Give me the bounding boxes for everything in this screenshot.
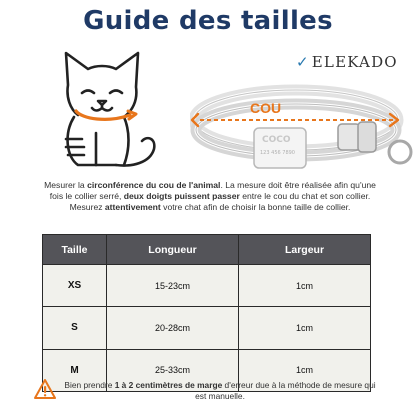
brand-check-icon: ✓ xyxy=(296,53,310,71)
desc-part: entre le cou du chat et son collier. Mesurez xyxy=(69,191,371,213)
note-part: Bien prendre xyxy=(64,380,115,390)
tag-phone: 123 456 7890 xyxy=(260,150,295,156)
brand-name: ELEKADO xyxy=(311,53,398,71)
note-bold: 1 à 2 centimètres de marge xyxy=(114,380,223,390)
width-cell: 1cm xyxy=(239,307,371,349)
length-cell: 20-28cm xyxy=(107,307,239,349)
length-cell: 25-33cm xyxy=(107,349,239,391)
desc-part: Mesurer la xyxy=(44,180,88,190)
desc-part: . La mesure doit être réalisée afin qu'une fois le collier serré, xyxy=(49,180,376,202)
length-cell: 15-23cm xyxy=(107,265,239,307)
collar-illustration xyxy=(190,78,416,178)
desc-part: votre chat afin de choisir la bonne taille de collier. xyxy=(160,202,351,213)
collar-label: COU xyxy=(250,100,282,116)
width-cell: 1cm xyxy=(239,265,371,307)
width-cell: 1cm xyxy=(239,349,371,391)
header-width: Largeur xyxy=(239,235,371,265)
header-size: Taille xyxy=(43,235,107,265)
size-cell: M xyxy=(43,349,107,391)
brand-logo xyxy=(296,53,416,71)
tag-name: COCO xyxy=(262,135,291,145)
header-length: Longueur xyxy=(107,235,239,265)
size-cell: S xyxy=(43,307,107,349)
margin-note xyxy=(60,380,380,402)
table-row xyxy=(43,307,371,349)
desc-bold: deux doigts puissent passer xyxy=(123,191,240,202)
page-title: Guide des tailles xyxy=(83,6,333,36)
table-header-row xyxy=(43,235,371,265)
description-text xyxy=(38,180,382,214)
warning-icon xyxy=(34,378,56,400)
size-cell: XS xyxy=(43,265,107,307)
cat-outline-icon xyxy=(52,45,162,173)
table-row xyxy=(43,265,371,307)
note-part: d'erreur due à la méthode de mesure qui est manuelle. xyxy=(195,380,376,401)
desc-bold: circonférence du cou de l'animal xyxy=(87,180,221,190)
size-table xyxy=(42,234,371,392)
desc-bold: attentivement xyxy=(104,202,161,213)
